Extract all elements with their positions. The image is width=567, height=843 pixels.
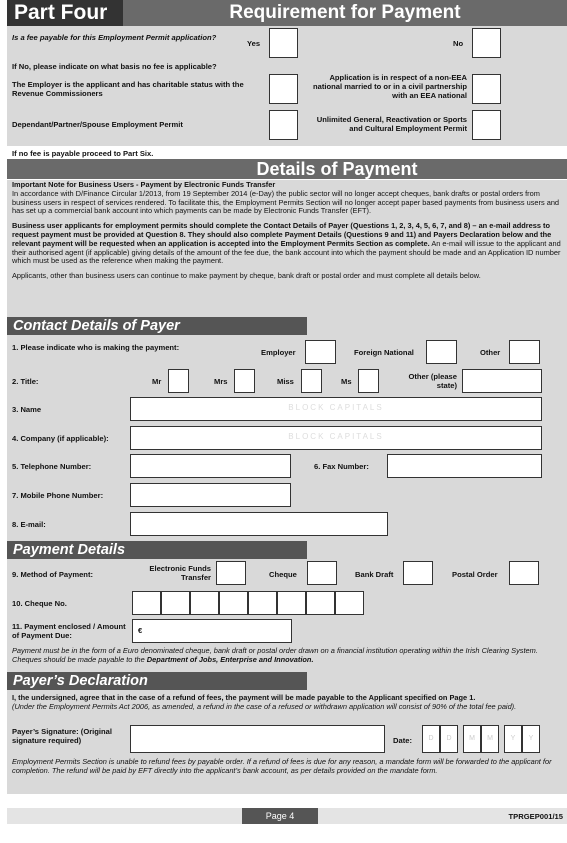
payment-note-a: Payment must be in the form of a Euro denominated cheque, bank draft or postal order drawn on a financial institution operating within the Irish Clearing System. Cheques should be made payable to the: [12, 646, 538, 664]
cheque-digit[interactable]: [219, 591, 248, 615]
form-code: TPRGEP001/15: [508, 812, 563, 821]
cheque-checkbox[interactable]: [307, 561, 337, 585]
other-title-input[interactable]: [462, 369, 542, 393]
q3-label: 3. Name: [12, 405, 42, 414]
business-bold: Business user applicants for employment permits should complete the Contact Details of Payer (Questions 1, 2, 3, 4, 5, 6, 7, and 8) – an e-mail address to request payment must be provided at Question 8. They should also complete Payment Details (Questions 9 and 11) and Payers Declaration below and the relevant payment will be requested when an application is accepted into the Employment Permits Section as complete.: [12, 221, 552, 248]
yes-label: Yes: [247, 39, 261, 48]
unlimited-checkbox[interactable]: [472, 110, 501, 140]
name-input[interactable]: [130, 397, 542, 421]
page-number: Page 4: [242, 808, 318, 824]
charity-label: The Employer is the applicant and has charitable status with the Revenue Commissioners: [12, 80, 244, 98]
date-placeholder: M: [487, 735, 493, 742]
eft-checkbox[interactable]: [216, 561, 246, 585]
payment-note-b: Department of Jobs, Enterprise and Innovation.: [146, 654, 314, 664]
part-label: Part Four: [7, 0, 123, 26]
employer-checkbox[interactable]: [305, 340, 336, 364]
date-year-2[interactable]: [522, 725, 540, 753]
declaration-text: [12, 694, 562, 712]
date-year-1[interactable]: [504, 725, 522, 753]
eft-note-body: In accordance with D/Finance Circular 1/2013, from 19 September 2014 (e-Day) the public sector will no longer accept cheques, bank drafts or postal orders from business users in respect of services rendered. To facilitate this, the Employment Permits Section will no longer accept paper based payments from business users and has set up a commercial bank account into which payments can be made by Electronic Funds Transfer (EFT).: [12, 188, 560, 216]
date-month-1[interactable]: [463, 725, 481, 753]
business-note: [12, 222, 562, 266]
q1-label: 1. Please indicate who is making the payment:: [12, 343, 180, 352]
declaration-section-title: Payer’s Declaration: [7, 672, 307, 690]
cheque-digit[interactable]: [335, 591, 364, 615]
payment-note: [12, 647, 562, 665]
other-title-label: Other (please state): [408, 372, 457, 390]
date-placeholder: D: [446, 735, 452, 742]
section-title: Requirement for Payment: [229, 2, 461, 23]
mobile-input[interactable]: [130, 483, 291, 507]
q5-label: 5. Telephone Number:: [12, 462, 92, 471]
mrs-checkbox[interactable]: [234, 369, 255, 393]
amount-input[interactable]: [132, 619, 292, 643]
contact-section-title: Contact Details of Payer: [7, 317, 307, 335]
eft-label: Electronic Funds Transfer: [149, 564, 211, 582]
signature-field[interactable]: [130, 725, 385, 753]
part-four-header: [7, 0, 567, 26]
fee-question: Is a fee payable for this Employment Permit application?: [12, 33, 217, 42]
charity-checkbox[interactable]: [269, 74, 298, 104]
employer-label: Employer: [261, 348, 296, 357]
cheque-label: Cheque: [269, 570, 297, 579]
foreign-national-label: Foreign National: [354, 348, 414, 357]
refund-note: Employment Permits Section is unable to refund fees by payable order. If a refund of fees is due for any reason, a mandate form will be forwarded to the applicant for completion. The refund will be paid by EFT directly into the applicant’s bank account, as per details provided on the mandate form.: [12, 757, 552, 775]
date-placeholder: Y: [510, 735, 516, 742]
date-day-2[interactable]: [440, 725, 458, 753]
date-month-2[interactable]: [481, 725, 499, 753]
mr-checkbox[interactable]: [168, 369, 189, 393]
telephone-input[interactable]: [130, 454, 291, 478]
q10-label: 10. Cheque No.: [12, 599, 67, 608]
date-placeholder: Y: [528, 735, 534, 742]
mrs-label: Mrs: [214, 377, 228, 386]
dependant-checkbox[interactable]: [269, 110, 298, 140]
declaration-italic: (Under the Employment Permits Act 2006, as amended, a refund in the case of a refused or withdrawn application will consist of 90% of the total fee paid).: [12, 701, 517, 711]
date-placeholder: M: [469, 735, 475, 742]
cheque-digit[interactable]: [306, 591, 335, 615]
eft-note: [12, 181, 562, 281]
q7-label: 7. Mobile Phone Number:: [12, 491, 104, 500]
miss-checkbox[interactable]: [301, 369, 322, 393]
postal-order-label: Postal Order: [452, 570, 498, 579]
no-checkbox[interactable]: [472, 28, 501, 58]
eft-note-head: Important Note for Business Users - Payment by Electronic Funds Transfer: [12, 180, 276, 189]
others-note: Applicants, other than business users can continue to make payment by cheque, bank draft or postal order and must complete all details below.: [12, 271, 481, 281]
cheque-digit[interactable]: [248, 591, 277, 615]
date-label: Date:: [393, 736, 412, 745]
bank-draft-label: Bank Draft: [355, 570, 394, 579]
proceed-note: If no fee is payable proceed to Part Six.: [12, 149, 154, 158]
company-watermark: BLOCK CAPITALS: [288, 432, 384, 441]
other-label: Other: [480, 348, 501, 357]
mr-label: Mr: [152, 377, 162, 386]
company-input[interactable]: [130, 426, 542, 450]
dependant-label: Dependant/Partner/Spouse Employment Permit: [12, 120, 183, 129]
ms-checkbox[interactable]: [358, 369, 379, 393]
q9-label: 9. Method of Payment:: [12, 570, 94, 579]
date-placeholder: D: [428, 735, 434, 742]
non-eea-checkbox[interactable]: [472, 74, 501, 104]
basis-question: If No, please indicate on what basis no fee is applicable?: [12, 62, 217, 71]
q2-label: 2. Title:: [12, 377, 39, 386]
bank-draft-checkbox[interactable]: [403, 561, 433, 585]
details-title: Details of Payment: [256, 158, 418, 179]
fee-section: [7, 26, 567, 146]
yes-checkbox[interactable]: [269, 28, 298, 58]
date-day-1[interactable]: [422, 725, 440, 753]
foreign-national-checkbox[interactable]: [426, 340, 457, 364]
ms-label: Ms: [341, 377, 352, 386]
cheque-digit[interactable]: [277, 591, 306, 615]
other-checkbox[interactable]: [509, 340, 540, 364]
postal-order-checkbox[interactable]: [509, 561, 539, 585]
q6-label: 6. Fax Number:: [314, 462, 369, 471]
q8-label: 8. E-mail:: [12, 520, 46, 529]
cheque-digit[interactable]: [190, 591, 219, 615]
cheque-digit[interactable]: [132, 591, 161, 615]
no-label: No: [453, 39, 464, 48]
business-rest: An e-mail will issue to the applicant and their authorised agent (if applicable) giving details of the amount of the fee due, the bank account into which the payment should be made and an Application ID number which must be used as the reference when making the payment.: [12, 238, 561, 266]
non-eea-label: Application is in respect of a non-EEA national married to or in a civil partnership with an EEA national: [312, 73, 467, 100]
fax-input[interactable]: [387, 454, 542, 478]
miss-label: Miss: [277, 377, 294, 386]
q11-label: 11. Payment enclosed / Amount of Payment Due:: [12, 622, 126, 640]
cheque-digit[interactable]: [161, 591, 190, 615]
unlimited-label: Unlimited General, Reactivation or Sports and Cultural Employment Permit: [316, 115, 467, 133]
q4-label: 4. Company (if applicable):: [12, 434, 109, 443]
name-watermark: BLOCK CAPITALS: [288, 403, 384, 412]
declaration-bold: I, the undersigned, agree that in the case of a refund of fees, the payment will be made payable to the Applicant specified on Page 1.: [12, 693, 476, 702]
signature-label: Payer’s Signature: (Original signature required): [12, 727, 113, 745]
details-header: [7, 159, 567, 179]
euro-sign: €: [138, 626, 143, 635]
payment-section-title: Payment Details: [7, 541, 307, 559]
email-input[interactable]: [130, 512, 388, 536]
